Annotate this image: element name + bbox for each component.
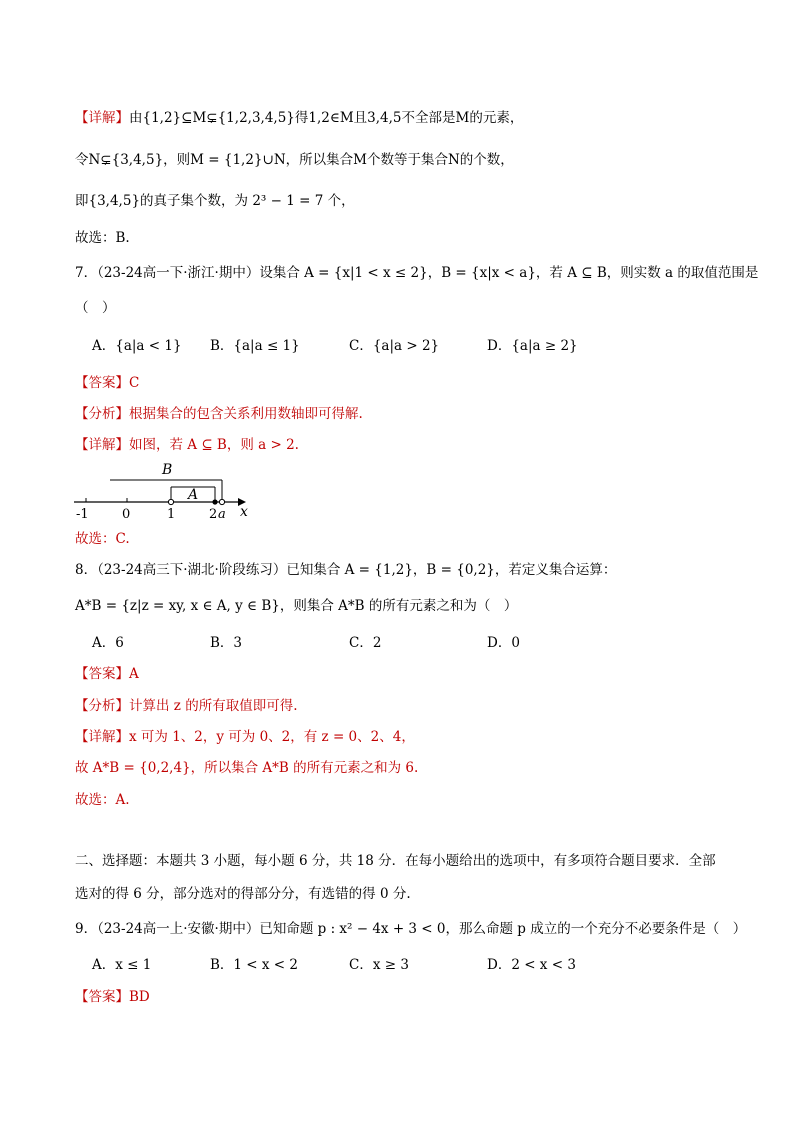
- q6-detail-text-1: 由{1,2}⊆M⊊{1,2,3,4,5}得1,2∈M且3,4,5不全部是M的元素，: [129, 110, 524, 126]
- open-point-1: [168, 499, 173, 504]
- q7-detail-text: 如图，若 A ⊆ B，则 a > 2.: [129, 437, 299, 453]
- q7-choice: [75, 529, 130, 549]
- q6-choice-text: 故选：B.: [75, 230, 130, 246]
- q8-answer-value: A: [129, 666, 139, 682]
- set-a-label: A: [188, 487, 199, 503]
- tick-label-minus1: -1: [76, 507, 89, 520]
- q8-detail-tag: 【详解】: [75, 729, 129, 745]
- q6-choice: [75, 228, 130, 248]
- q7-detail: [75, 435, 299, 455]
- q8-detail-line-2: 故 A*B = {0,2,4}，所以集合 A*B 的所有元素之和为 6.: [75, 760, 419, 776]
- q8-analysis: [75, 696, 298, 716]
- q7-answer-value: C: [129, 375, 140, 391]
- q9-answer: [75, 987, 150, 1007]
- q7-option-b: B．{a|a ≤ 1}: [210, 338, 300, 354]
- q7-detail-tag: 【详解】: [75, 437, 129, 453]
- q8-choice: 故选：A.: [75, 792, 130, 808]
- section-2-heading-line-2: 选对的得 6 分，部分选对的得部分分，有选错的得 0 分.: [75, 886, 411, 902]
- closed-point-2: [212, 499, 217, 504]
- q8-detail-line-1: [75, 727, 415, 747]
- q7-option-d: D．{a|a ≥ 2}: [487, 338, 578, 354]
- q8-answer: [75, 664, 139, 684]
- q7-analysis-text: 根据集合的包含关系利用数轴即可得解.: [129, 406, 363, 422]
- q9-answer-value: BD: [129, 989, 150, 1005]
- q8-detail-text-1: x 可为 1、2，y 可为 0、2，有 z = 0、2、4，: [129, 729, 415, 745]
- set-b-label: B: [162, 462, 173, 478]
- q7-analysis-tag: 【分析】: [75, 406, 129, 422]
- q8-option-c: C．2: [349, 635, 382, 651]
- q8-option-b: B．3: [210, 635, 243, 651]
- section-2-heading-line-1: 二、选择题：本题共 3 小题，每小题 6 分，共 18 分．在每小题给出的选项中，有多项符合题目要求．全部: [75, 853, 716, 869]
- tick-label-1: 1: [167, 507, 176, 520]
- tick-label-0: 0: [122, 507, 131, 520]
- tick-label-2: 2: [209, 507, 218, 520]
- q7-stem-line-2: （ ）: [75, 300, 116, 316]
- q9-stem: 9．（23-24高一上·安徽·期中）已知命题 p : x² − 4x + 3 < 0，那么命题 p 成立的一个充分不必要条件是（ ）: [75, 921, 747, 937]
- q9-option-b: B．1 < x < 2: [210, 957, 299, 973]
- q7-answer: [75, 373, 139, 393]
- axis-label-x: x: [240, 504, 248, 520]
- q8-option-d: D．0: [487, 635, 520, 651]
- q9-option-a: A．x ≤ 1: [92, 957, 152, 973]
- q6-detail-tag: 【详解】: [75, 110, 129, 126]
- q8-analysis-text: 计算出 z 的所有取值即可得.: [129, 698, 298, 714]
- q7-answer-tag: 【答案】: [75, 375, 129, 391]
- q8-answer-tag: 【答案】: [75, 666, 129, 682]
- q7-option-a: A．{a|a < 1}: [92, 338, 182, 354]
- q8-option-a: A．6: [92, 635, 124, 651]
- q8-stem-line-1: 8．（23-24高三下·湖北·阶段练习）已知集合 A = {1,2}，B = {0,2}，若定义集合运算：: [75, 562, 617, 578]
- q6-detail-line-1: [75, 108, 523, 128]
- q7-option-c: C．{a|a > 2}: [349, 338, 440, 354]
- q6-detail-line-3: 即{3,4,5}的真子集个数，为 2³ − 1 = 7 个，: [75, 193, 355, 209]
- number-line-figure: [70, 458, 260, 520]
- q7-choice-text: 故选：C.: [75, 531, 130, 547]
- tick-label-a: a: [218, 507, 226, 520]
- q7-analysis: [75, 404, 363, 424]
- q6-detail-line-2: 令N⊊{3,4,5}，则M = {1,2}∪N，所以集合M个数等于集合N的个数，: [75, 152, 514, 168]
- q9-option-c: C．x ≥ 3: [349, 957, 409, 973]
- open-point-a: [219, 499, 224, 504]
- q7-stem-line-1: 7．（23-24高一下·浙江·期中）设集合 A = {x|1 < x ≤ 2}，B = {x|x < a}，若 A ⊆ B，则实数 a 的取值范围是: [75, 265, 759, 281]
- q8-analysis-tag: 【分析】: [75, 698, 129, 714]
- q8-stem-line-2: A*B = {z|z = xy, x ∈ A, y ∈ B}，则集合 A*B 的所有元素之和为（ ）: [75, 598, 518, 614]
- q9-option-d: D．2 < x < 3: [487, 957, 576, 973]
- q9-answer-tag: 【答案】: [75, 989, 129, 1005]
